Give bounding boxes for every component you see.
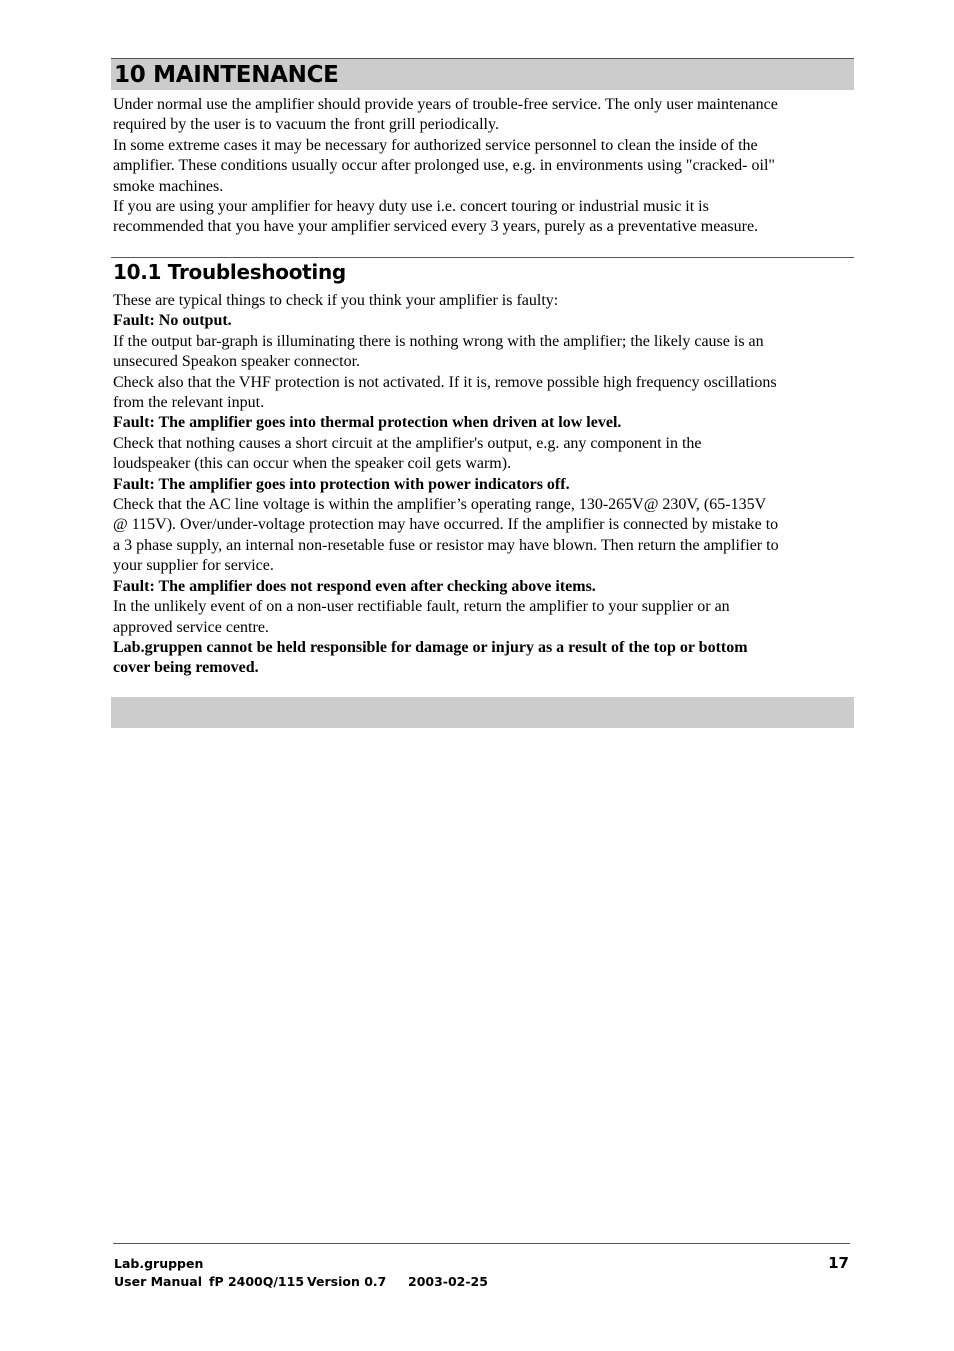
fault-heading: Fault: The amplifier goes into thermal protection when driven at low level. [113,414,622,432]
paragraph-line: These are typical things to check if you think your amplifier is faulty: [113,292,559,309]
paragraph-line: smoke machines. [113,177,224,195]
fault-heading: Fault: No output. [113,312,232,330]
paragraph-line: Under normal use the amplifier should provide years of trouble-free service. The only user maintenance [113,96,778,113]
paragraph-line: If you are using your amplifier for heavy duty use i.e. concert touring or industrial music it is [113,198,709,216]
paragraph-line: Check that the AC line voltage is within the amplifier’s operating range, 130-265V@ 230V, (65-135V [113,496,767,514]
disclaimer-line: Lab.gruppen cannot be held responsible for damage or injury as a result of the top or bottom [113,638,748,656]
paragraph-line: In the unlikely event of on a non-user rectifiable fault, return the amplifier to your supplier or an [113,598,730,616]
paragraph-line: If the output bar-graph is illuminating there is nothing wrong with the amplifier; the likely cause is an [113,332,764,350]
paragraph-line: loudspeaker (this can occur when the speaker coil gets warm). [113,455,512,473]
footer-brand: Lab.gruppen [114,1256,204,1271]
page-number: 17 [828,1254,849,1272]
paragraph-line: approved service centre. [113,618,269,636]
footer-version: Version 0.7 [307,1274,387,1289]
paragraph-line: required by the user is to vacuum the front grill periodically. [113,116,499,134]
fault-heading: Fault: The amplifier does not respond even after checking above items. [113,577,596,595]
troubleshooting-body [113,291,853,679]
footer-doc-type: User Manual [114,1274,202,1289]
paragraph-line: In some extreme cases it may be necessary for authorized service personnel to clean the inside of the [113,136,758,154]
paragraph-line: amplifier. These conditions usually occur after prolonged use, e.g. in environments using "cracked- oil" [113,157,775,175]
disclaimer-line: cover being removed. [113,659,259,677]
subsection-title: 10.1 Troubleshooting [113,260,346,284]
maintenance-intro [113,95,853,238]
section-end-bar [111,697,854,728]
paragraph-line: your supplier for service. [113,557,274,575]
footer-date: 2003-02-25 [408,1274,488,1289]
paragraph-line: a 3 phase supply, an internal non-resetable fuse or resistor may have blown. Then return the amplifier to [113,536,779,554]
paragraph-line: Check that nothing causes a short circuit at the amplifier's output, e.g. any component in the [113,434,702,452]
paragraph-line: @ 115V). Over/under-voltage protection may have occurred. If the amplifier is connected by mistake to [113,516,779,534]
footer-divider [113,1243,850,1244]
footer-model: fP 2400Q/115 [209,1274,305,1289]
subsection-divider [111,257,854,258]
section-title: 10 MAINTENANCE [114,62,339,88]
footer-meta [114,1274,488,1289]
paragraph-line: unsecured Speakon speaker connector. [113,353,361,371]
paragraph-line: Check also that the VHF protection is not activated. If it is, remove possible high frequency oscillations [113,373,777,391]
paragraph-line: from the relevant input. [113,394,265,412]
paragraph-line: recommended that you have your amplifier serviced every 3 years, purely as a preventative measure. [113,218,759,236]
section-heading-bar [111,58,854,90]
fault-heading: Fault: The amplifier goes into protection with power indicators off. [113,475,570,493]
